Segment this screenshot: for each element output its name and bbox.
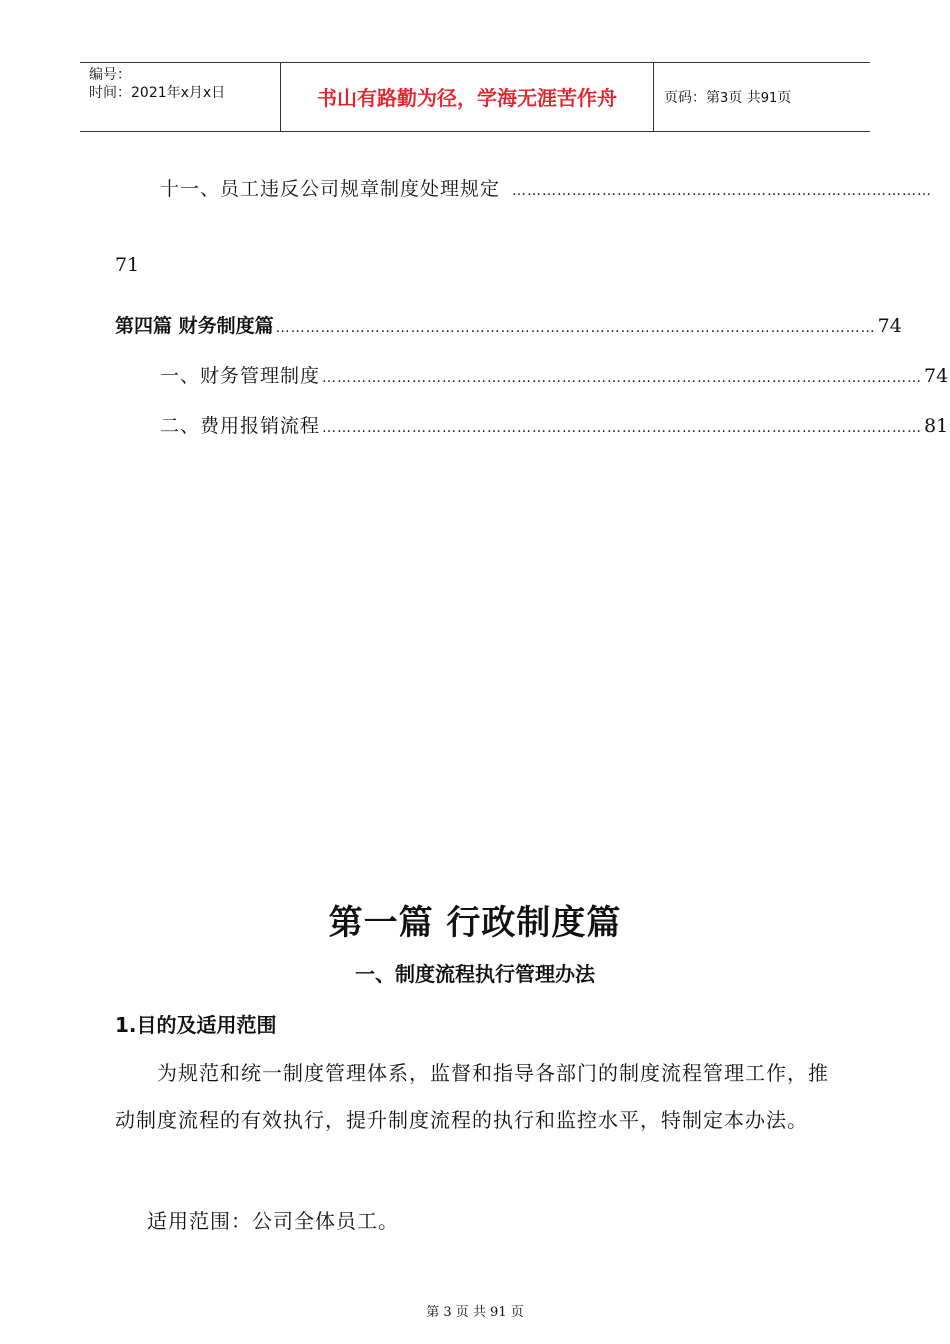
toc-item-page-number: 74 bbox=[877, 315, 902, 337]
toc-leader-dots: ………………………………………………………………………………………………………… bbox=[322, 420, 923, 436]
page-suffix: 页 bbox=[777, 90, 792, 106]
header-page-cell bbox=[654, 63, 870, 131]
scope-paragraph: 适用范围：公司全体员工。 bbox=[147, 1209, 399, 1233]
toc-item-employee-violation[interactable] bbox=[160, 176, 933, 204]
toc-item-label: 一、财务管理制度 bbox=[160, 365, 321, 387]
toc-item-page-number: 71 bbox=[115, 254, 140, 276]
page-footer: 第 3 页 共 91 页 bbox=[426, 1305, 524, 1320]
toc-leader-dots: ………………………………………………………………………………………………………… bbox=[275, 320, 876, 336]
part-title: 第一篇 行政制度篇 bbox=[328, 903, 622, 943]
page-current: 3 bbox=[720, 91, 729, 106]
section-heading: 1.目的及适用范围 bbox=[115, 1013, 277, 1037]
toc-item-page-number: 81 bbox=[924, 415, 949, 437]
toc-item-finance-part[interactable] bbox=[115, 313, 902, 341]
chapter-title: 一、制度流程执行管理办法 bbox=[355, 962, 595, 986]
page-prefix: 页码：第 bbox=[664, 90, 720, 106]
toc-item-label: 十一、员工违反公司规章制度处理规定 bbox=[160, 178, 501, 200]
toc-item-label: 第四篇 财务制度篇 bbox=[115, 315, 274, 337]
page-mid: 页 共 bbox=[728, 90, 761, 106]
purpose-paragraph: 为规范和统一制度管理体系，监督和指导各部门的制度流程管理工作，推动制度流程的有效执行，提升制度流程的执行和监控水平，特制定本办法。 bbox=[115, 1061, 829, 1132]
page-total: 91 bbox=[760, 91, 778, 106]
header-page-indicator bbox=[664, 89, 791, 108]
document-time-label: 时间：2021年x月x日 bbox=[89, 85, 226, 101]
toc-item-page-number: 74 bbox=[924, 365, 949, 387]
document-header bbox=[80, 62, 870, 132]
toc-leader-dots: ………………………………………………………………………… bbox=[512, 183, 933, 199]
toc-item-label: 二、费用报销流程 bbox=[160, 415, 321, 437]
toc-item-expense-reimbursement[interactable] bbox=[160, 413, 949, 441]
header-motto: 书山有路勤为径，学海无涯苦作舟 bbox=[317, 86, 617, 110]
toc-leader-dots: ………………………………………………………………………………………………………… bbox=[322, 370, 923, 386]
toc-item-finance-management[interactable] bbox=[160, 363, 949, 391]
header-motto-cell bbox=[281, 63, 654, 131]
header-meta-cell bbox=[80, 63, 281, 131]
document-number-label: 编号： bbox=[89, 67, 131, 83]
